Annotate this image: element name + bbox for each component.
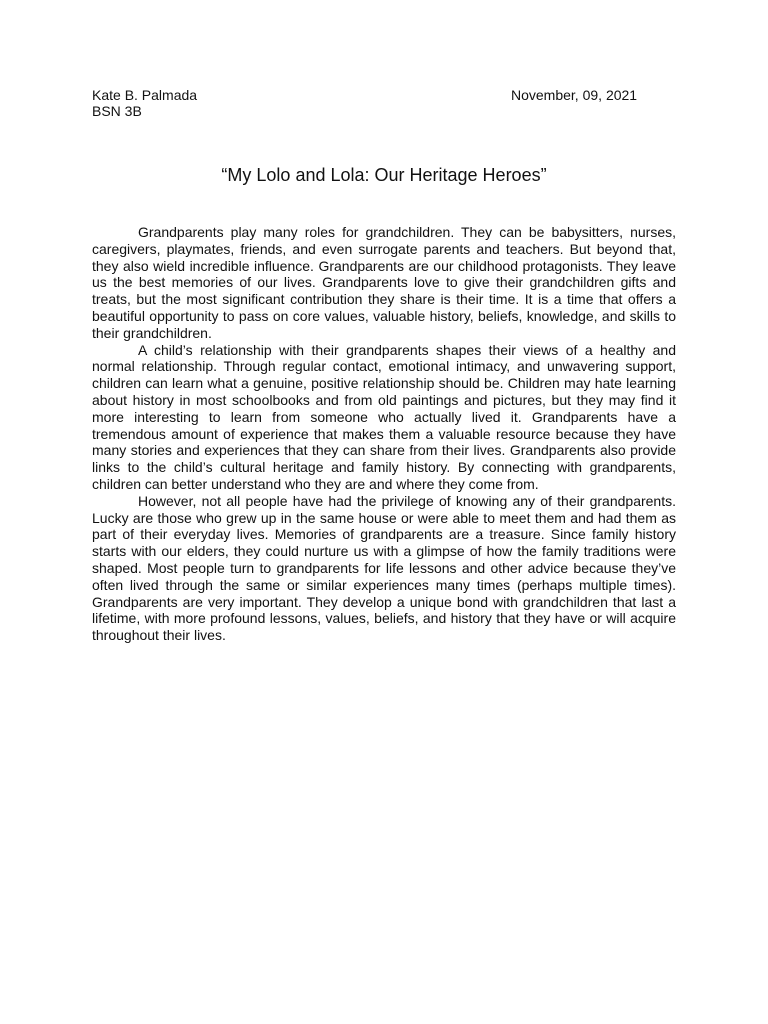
author-block — [92, 87, 197, 119]
document-date: November, 09, 2021 — [511, 87, 638, 103]
essay-body — [92, 224, 676, 644]
paragraph: Grandparents play many roles for grandchildren. They can be babysitters, nurses, caregivers, playmates, friends, and even surrogate parents and teachers. But beyond that, they also wield incredible influence. Grandparents are our childhood protagonists. They leave us the best memories of our lives. Grandparents love to give their grandchildren gifts and treats, but the most significant contribution they share is their time. It is a time that offers a beautiful opportunity to pass on core values, valuable history, beliefs, knowledge, and skills to their grandchildren. — [92, 224, 676, 341]
essay-title: “My Lolo and Lola: Our Heritage Heroes” — [221, 165, 547, 185]
paragraph: A child’s relationship with their grandparents shapes their views of a healthy and normal relationship. Through regular contact, emotional intimacy, and unwavering support, children can learn what a genuine, positive relationship should be. Children may hate learning about history in most schoolbooks and from old paintings and pictures, but they may find it more interesting to learn from someone who actually lived it. Grandparents have a tremendous amount of experience that makes them a valuable resource because they have many stories and experiences that they can share from their lives. Grandparents also provide links to the child’s cultural heritage and family history. By connecting with grandparents, children can better understand who they are and where they come from. — [92, 341, 676, 492]
author-section: BSN 3B — [92, 103, 142, 119]
paragraph: However, not all people have had the privilege of knowing any of their grandparents. Lucky are those who grew up in the same house or were able to meet them and had them as part of their everyday lives. Memories of grandparents are a treasure. Since family history starts with our elders, they could nurture us with a glimpse of how the family traditions were shaped. Most people turn to grandparents for life lessons and other advice because they’ve often lived through the same or similar experiences many times (perhaps multiple times). Grandparents are very important. They develop a unique bond with grandchildren that last a lifetime, with more profound lessons, values, beliefs, and history that they have or will acquire throughout their lives. — [92, 492, 676, 644]
author-name: Kate B. Palmada — [92, 87, 198, 103]
